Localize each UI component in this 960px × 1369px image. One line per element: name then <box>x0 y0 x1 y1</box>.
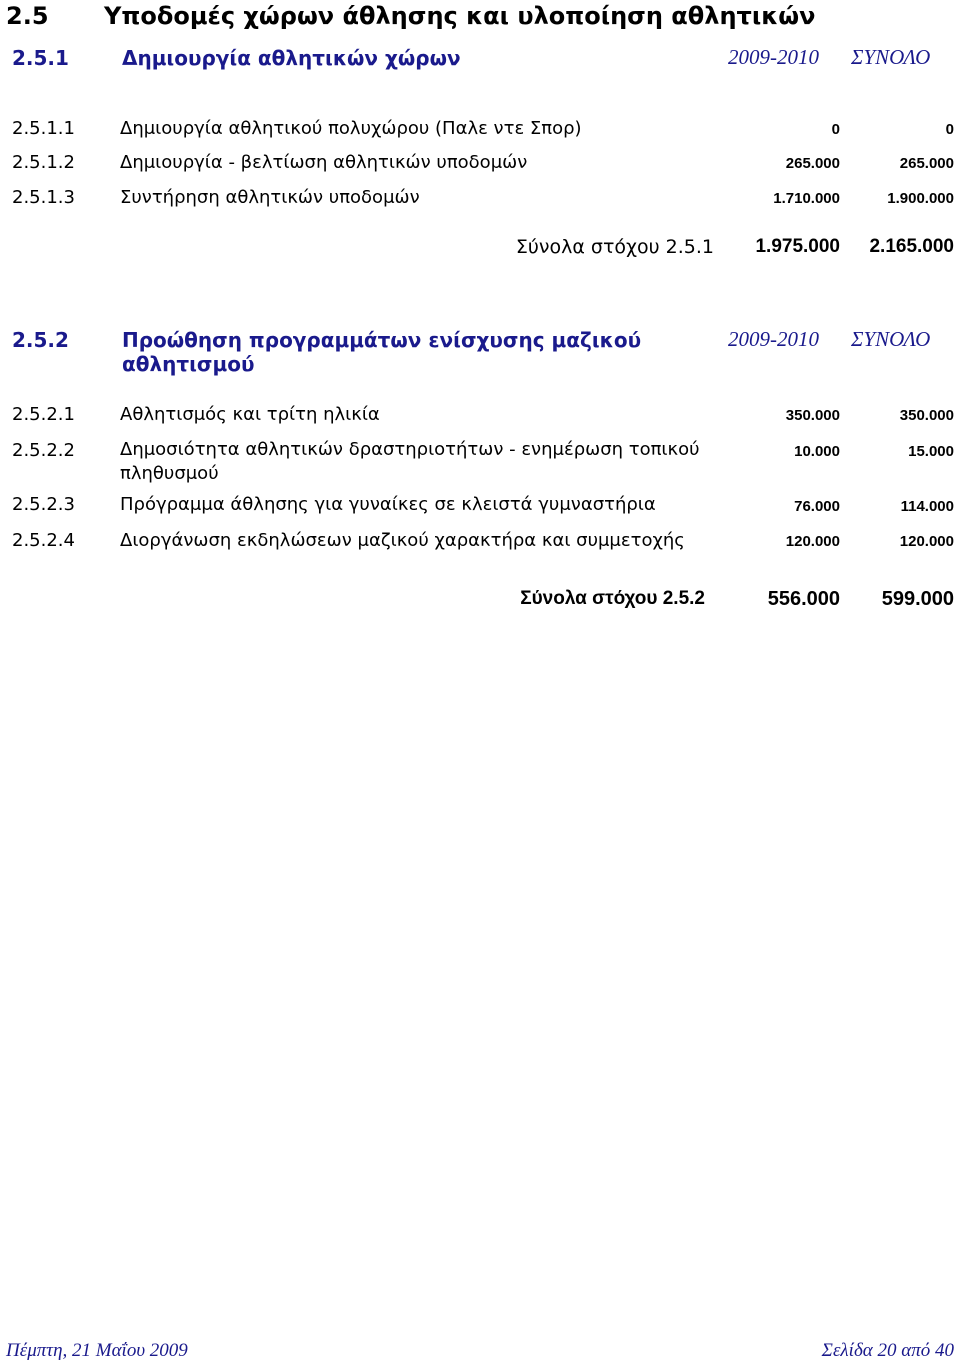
row-total-value: 15.000 <box>908 443 954 460</box>
column-header-year: 2009-2010 <box>728 327 819 351</box>
totals-label: Σύνολα στόχου 2.5.2 <box>520 588 705 609</box>
row-description: Αθλητισμός και τρίτη ηλικία <box>120 404 380 425</box>
totals-total-value: 2.165.000 <box>869 236 954 257</box>
column-header-year: 2009-2010 <box>728 45 819 69</box>
row-total-value: 350.000 <box>899 407 954 424</box>
row-code: 2.5.2.2 <box>12 440 75 461</box>
row-total-value: 265.000 <box>899 155 954 172</box>
row-description: Δημιουργία αθλητικού πολυχώρου (Παλε ντε Σπορ) <box>120 118 582 139</box>
row-year-value: 1.710.000 <box>773 190 840 207</box>
row-description: Πρόγραμμα άθλησης για γυναίκες σε κλειστά γυμναστήρια <box>120 494 656 515</box>
row-code: 2.5.1.2 <box>12 152 75 173</box>
row-total-value: 1.900.000 <box>887 190 954 207</box>
totals-total-value: 599.000 <box>881 588 954 610</box>
row-total-value: 0 <box>945 121 954 138</box>
row-year-value: 350.000 <box>785 407 840 424</box>
subsection-title: Προώθηση προγραμμάτων ενίσχυσης μαζικού αθλητισμού <box>122 328 642 376</box>
row-year-value: 10.000 <box>794 443 840 460</box>
row-description: Συντήρηση αθλητικών υποδομών <box>120 187 420 208</box>
row-code: 2.5.2.4 <box>12 530 75 551</box>
column-header-total: ΣΥΝΟΛΟ <box>851 45 931 69</box>
row-code: 2.5.1.3 <box>12 187 75 208</box>
row-total-value: 114.000 <box>900 498 954 515</box>
section-title: Υποδομές χώρων άθλησης και υλοποίηση αθλητικών <box>104 2 816 30</box>
section-number: 2.5 <box>6 2 49 30</box>
row-total-value: 120.000 <box>899 533 954 550</box>
row-code: 2.5.1.1 <box>12 118 75 139</box>
row-description: Δημοσιότητα αθλητικών δραστηριοτήτων - ενημέρωση τοπικού πληθυσμού <box>120 439 700 484</box>
row-description: Δημιουργία - βελτίωση αθλητικών υποδομών <box>120 152 528 173</box>
subsection-number: 2.5.1 <box>12 46 69 70</box>
row-code: 2.5.2.3 <box>12 494 75 515</box>
totals-label: Σύνολα στόχου 2.5.1 <box>515 236 714 258</box>
totals-year-value: 1.975.000 <box>755 236 840 257</box>
column-header-total: ΣΥΝΟΛΟ <box>851 327 931 351</box>
row-year-value: 265.000 <box>785 155 840 172</box>
footer-page-number: Σελίδα 20 από 40 <box>821 1340 954 1361</box>
footer-date: Πέμπτη, 21 Μαΐου 2009 <box>6 1340 188 1361</box>
row-code: 2.5.2.1 <box>12 404 75 425</box>
row-year-value: 76.000 <box>794 498 840 515</box>
totals-year-value: 556.000 <box>767 588 840 610</box>
row-year-value: 120.000 <box>785 533 840 550</box>
row-year-value: 0 <box>831 121 840 138</box>
subsection-title: Δημιουργία αθλητικών χώρων <box>122 46 461 70</box>
row-description: Διοργάνωση εκδηλώσεων μαζικού χαρακτήρα και συμμετοχής <box>120 530 685 551</box>
subsection-number: 2.5.2 <box>12 328 69 352</box>
